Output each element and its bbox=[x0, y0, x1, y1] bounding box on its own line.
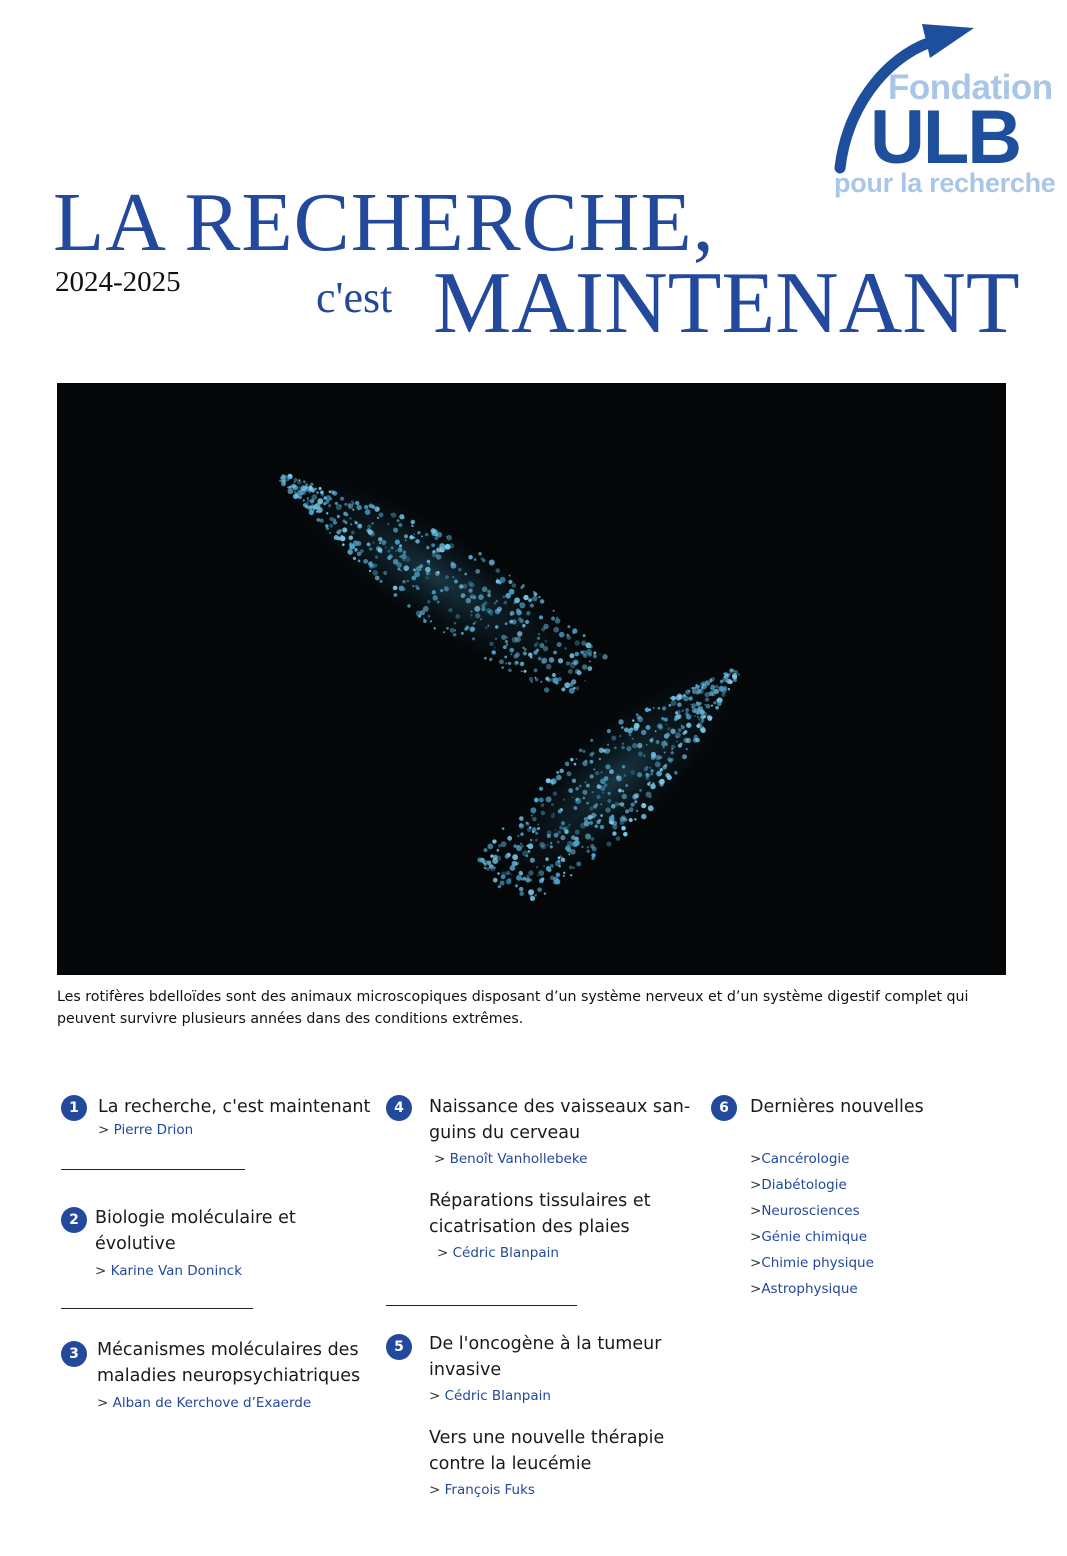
divider bbox=[61, 1169, 245, 1170]
toc-item-4-title-line1[interactable]: Naissance des vaisseaux san- bbox=[429, 1097, 691, 1117]
rotifer-illustration bbox=[57, 383, 1006, 975]
main-title-line1: LA RECHERCHE, bbox=[53, 176, 715, 269]
author-name: Pierre Drion bbox=[113, 1122, 194, 1138]
toc-item-5b-author[interactable]: > François Fuks bbox=[429, 1482, 535, 1498]
author-prefix: > bbox=[95, 1263, 107, 1279]
logo-ulb-text: ULB bbox=[870, 95, 1021, 180]
toc-item-2-author[interactable] bbox=[95, 1263, 242, 1279]
photo-caption: Les rotifères bdelloïdes sont des animaux microscopiques disposant d’un système nerveux et d’un système digestif complet qui peuvent survivre plusieurs années dans des conditions extrêmes. bbox=[57, 989, 969, 1027]
main-title-line2: MAINTENANT bbox=[433, 255, 1020, 352]
author-prefix: > bbox=[97, 1395, 109, 1411]
toc-item-2-title[interactable]: Biologie moléculaire et évolutive bbox=[95, 1208, 296, 1254]
speckle bbox=[486, 842, 494, 850]
author-name: Cédric Blanpain bbox=[452, 1245, 559, 1261]
toc-item-3-author[interactable] bbox=[97, 1395, 311, 1411]
news-item[interactable]: >Cancérologie bbox=[750, 1151, 850, 1167]
author-name: Karine Van Doninck bbox=[110, 1263, 243, 1279]
toc-number-1: 1 bbox=[61, 1095, 87, 1121]
toc-item-4-author[interactable] bbox=[434, 1151, 587, 1167]
logo-tagline: pour la recherche bbox=[834, 168, 1056, 198]
toc-item-4b-title-line2[interactable]: cicatrisation des plaies bbox=[429, 1217, 630, 1237]
toc-number-5: 5 bbox=[386, 1334, 412, 1360]
toc-item-4b-author[interactable]: > Cédric Blanpain bbox=[437, 1245, 559, 1261]
speckle bbox=[543, 892, 546, 895]
toc-item-6-title[interactable]: Dernières nouvelles bbox=[750, 1097, 924, 1117]
speckle bbox=[599, 654, 601, 656]
news-item[interactable]: >Neurosciences bbox=[750, 1203, 860, 1219]
toc-item-5-title-line2[interactable]: invasive bbox=[429, 1360, 502, 1380]
author-prefix: > bbox=[429, 1388, 441, 1404]
toc-item-5b-title-line1[interactable]: Vers une nouvelle thérapie bbox=[429, 1428, 665, 1448]
divider bbox=[61, 1308, 253, 1309]
rotifer-microscopy-image bbox=[57, 383, 1006, 975]
toc-number-3: 3 bbox=[61, 1341, 87, 1367]
title-cest: c'est bbox=[316, 273, 393, 322]
toc-item-3-title[interactable]: Mécanismes moléculaires des maladies neuropsychiatriques bbox=[97, 1340, 361, 1386]
author-prefix: > bbox=[98, 1122, 110, 1138]
toc-number-4: 4 bbox=[386, 1095, 412, 1121]
news-item[interactable]: >Chimie physique bbox=[750, 1255, 874, 1271]
author-name: Alban de Kerchove d’Exaerde bbox=[112, 1395, 312, 1411]
news-item[interactable]: >Diabétologie bbox=[750, 1177, 847, 1193]
divider bbox=[386, 1305, 577, 1306]
author-prefix: > bbox=[434, 1151, 446, 1167]
author-name: Benoît Vanhollebeke bbox=[449, 1151, 588, 1167]
toc-item-5b-title-line2[interactable]: contre la leucémie bbox=[429, 1454, 592, 1474]
toc-number-2: 2 bbox=[61, 1207, 87, 1233]
speckle bbox=[483, 847, 489, 853]
speckle bbox=[534, 894, 537, 897]
toc-item-1-author[interactable] bbox=[98, 1122, 193, 1138]
speckle bbox=[601, 653, 608, 660]
toc-item-1-title[interactable]: La recherche, c'est maintenant bbox=[98, 1097, 371, 1117]
logo-fondation-text: Fondation bbox=[888, 68, 1053, 107]
toc-item-4-title-line2[interactable]: guins du cerveau bbox=[429, 1123, 581, 1143]
toc-item-5-author[interactable] bbox=[429, 1388, 551, 1404]
news-item[interactable]: >Astrophysique bbox=[750, 1281, 858, 1297]
author-name: François Fuks bbox=[444, 1482, 535, 1498]
fondation-ulb-logo bbox=[826, 18, 1058, 208]
toc-item-5-title-line1[interactable]: De l'oncogène à la tumeur bbox=[429, 1334, 662, 1354]
toc-item-4b-title-line1[interactable]: Réparations tissulaires et bbox=[429, 1191, 651, 1211]
toc-number-6: 6 bbox=[711, 1095, 737, 1121]
year-label: 2024-2025 bbox=[55, 266, 181, 298]
news-item[interactable]: >Génie chimique bbox=[750, 1229, 868, 1245]
author-name: Cédric Blanpain bbox=[444, 1388, 551, 1404]
speckle bbox=[543, 686, 550, 693]
